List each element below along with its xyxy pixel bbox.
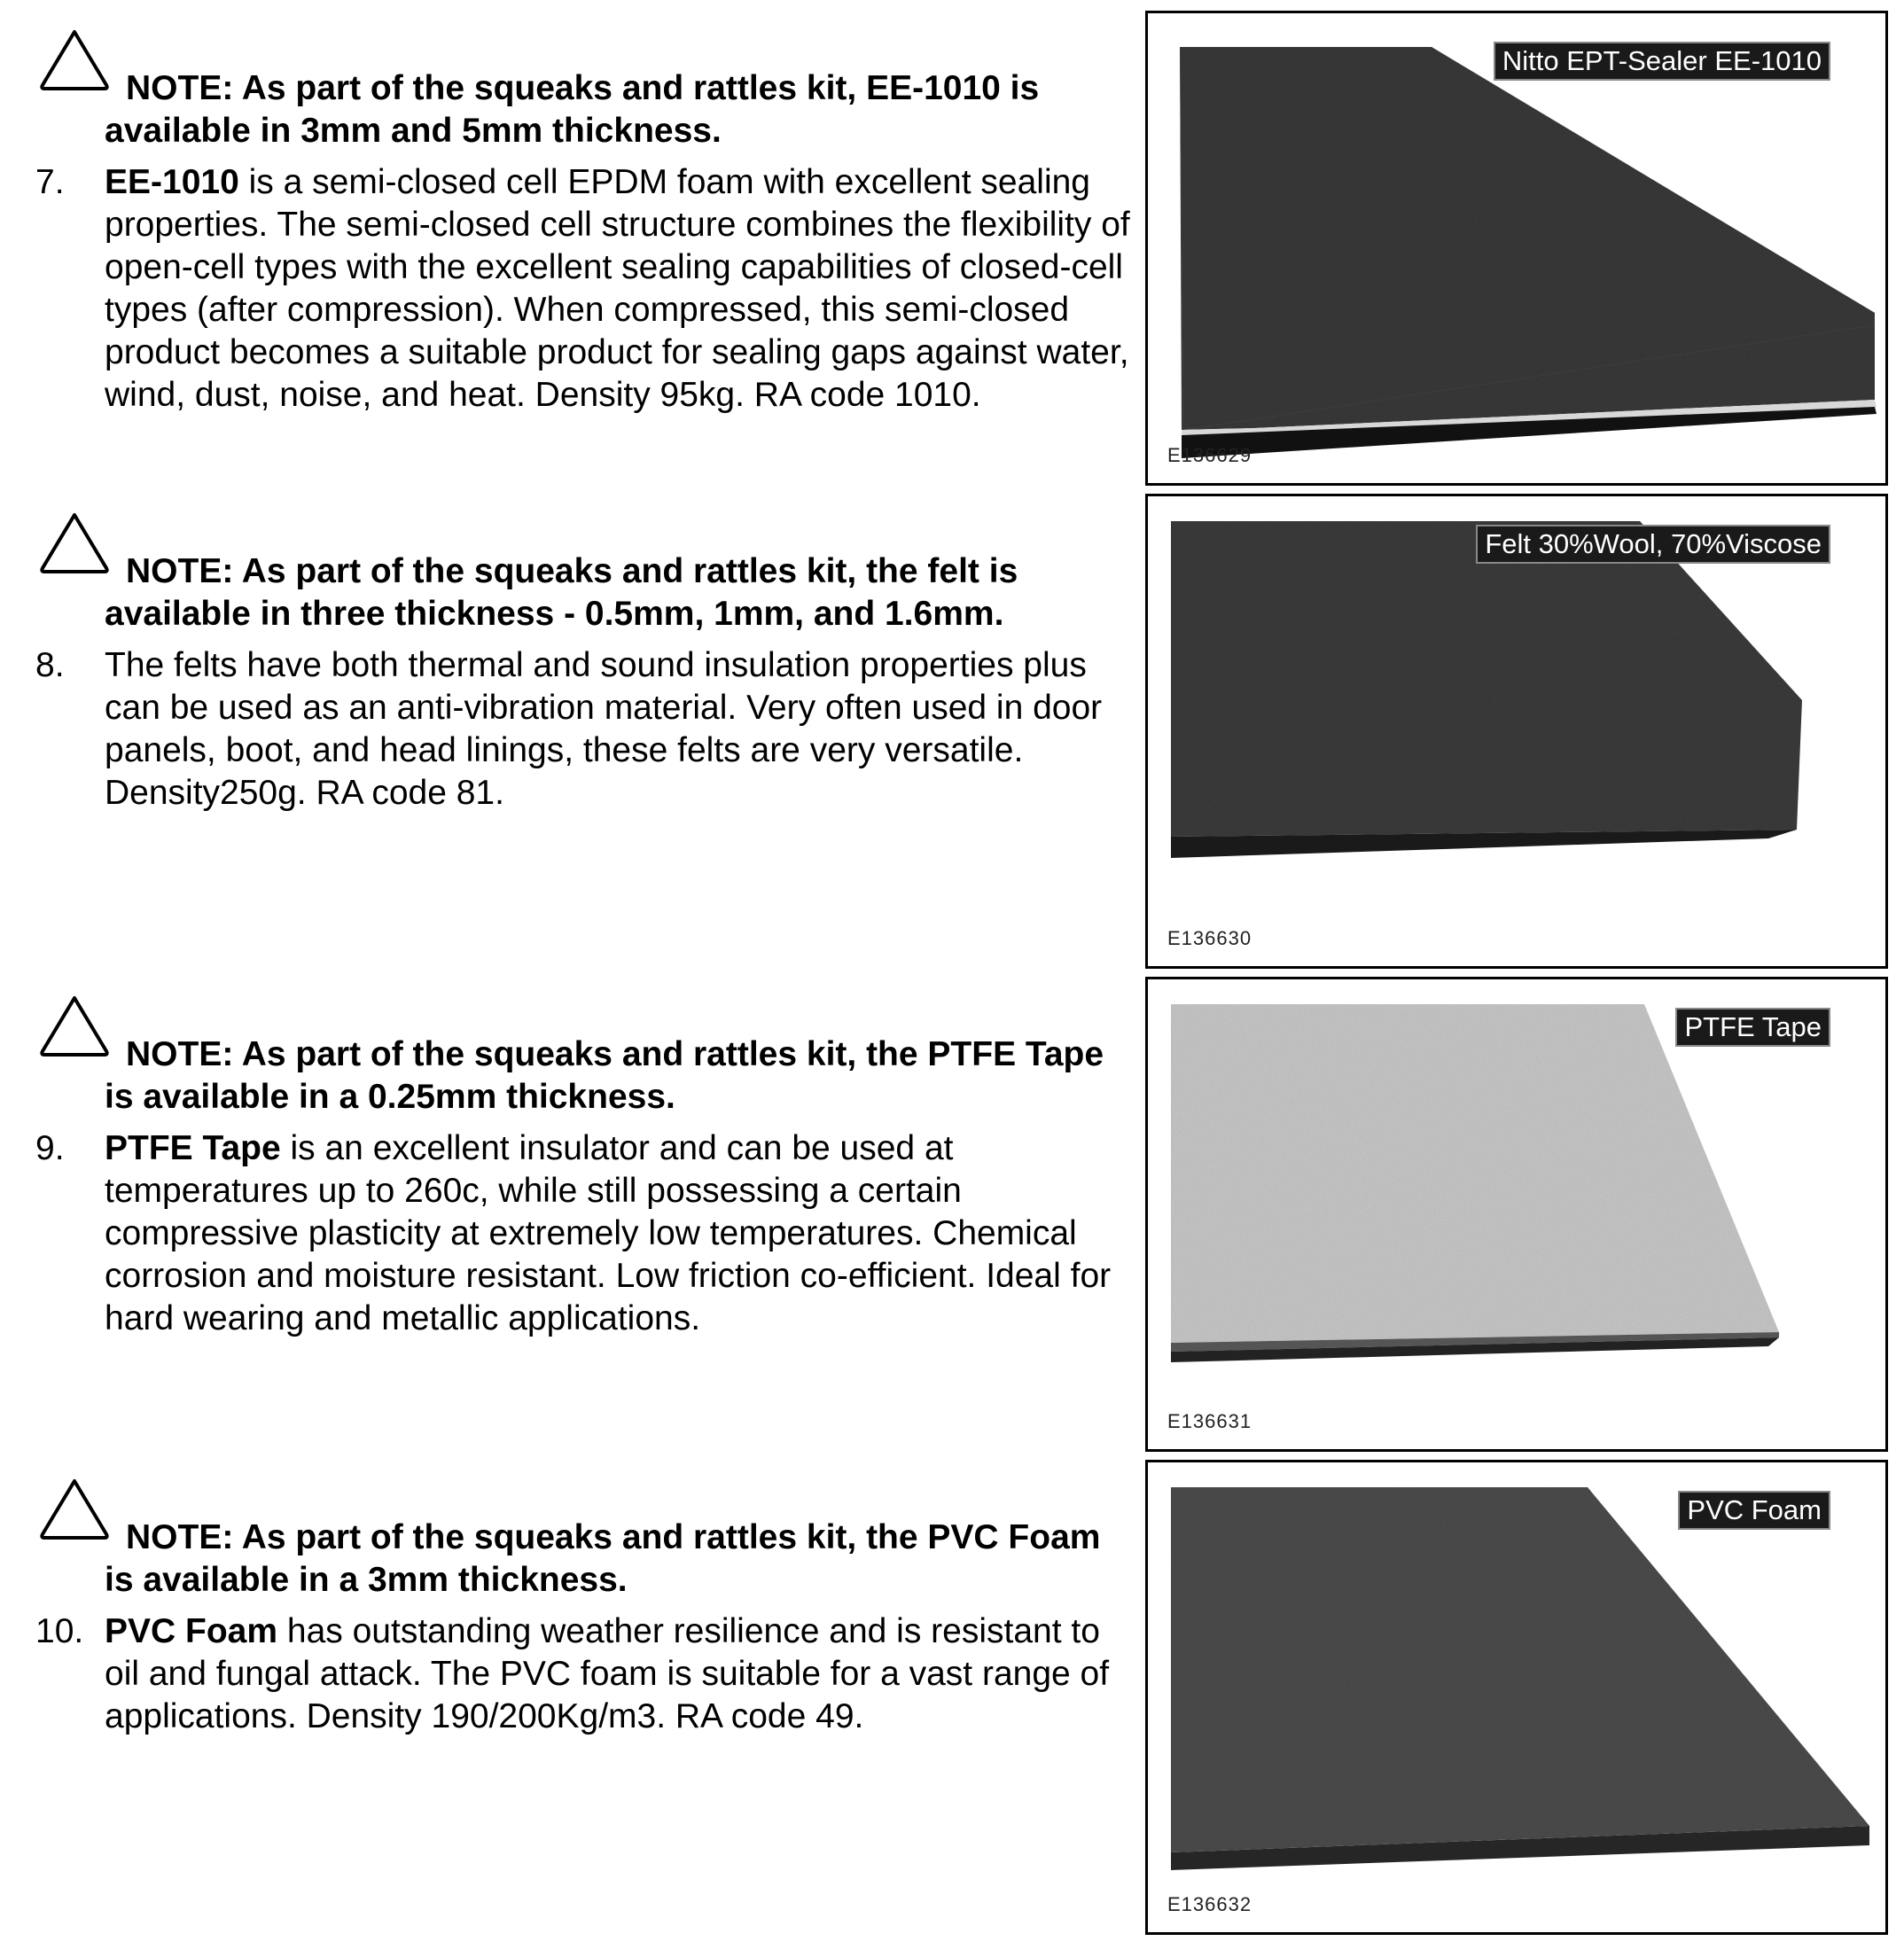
figure-id: E136630: [1167, 927, 1252, 949]
item-body-text: has outstanding weather resilience and is resistant to oil and fungal attack. The PVC foam is suitable for a vast range of applications. Density 190/200Kg/m3. RA code 49.: [105, 1612, 1110, 1735]
item-body-text: is a semi-closed cell EPDM foam with excellent sealing properties. The semi-closed cell structure combines the flexibility of open-cell types with the excellent sealing capabilities of closed-cell types (after compression). When compressed, this semi-closed product becomes a suitable product for sealing gaps against water, wind, dust, noise, and heat. Density 95kg. RA code 1010.: [105, 163, 1130, 414]
material-image-frame: [1145, 977, 1888, 1452]
material-image-frame: [1145, 494, 1888, 969]
note-text: NOTE: As part of the squeaks and rattles kit, the PVC Foam is available in a 3mm thickness.: [105, 1518, 1101, 1599]
figure-id: E136629: [1167, 444, 1252, 466]
material-image-frame: [1145, 1460, 1888, 1935]
item-body-text: The felts have both thermal and sound insulation properties plus can be used as an anti-vibration material. Very often used in door panels, boot, and head linings, these felts are very versatile. Density250g. RA code 81.: [105, 646, 1103, 812]
note-block: [35, 994, 1130, 1119]
warning-triangle-icon: [39, 511, 110, 575]
figure-id: E136632: [1167, 1893, 1252, 1915]
note-block: [35, 28, 1130, 152]
material-section-pvc: [0, 1460, 1904, 1943]
warning-triangle-icon: [39, 28, 110, 92]
ptfe-tape-sample-image: [1148, 979, 1885, 1449]
item-description: [105, 1127, 1143, 1340]
note-text: NOTE: As part of the squeaks and rattles kit, the felt is available in three thickness - 0.5mm, 1mm, and 1.6mm.: [105, 552, 1018, 633]
item-bold-lead: PTFE Tape: [105, 1129, 281, 1167]
numbered-item: [35, 1610, 1143, 1738]
image-label: Nitto EPT-Sealer EE-1010: [1494, 42, 1830, 81]
warning-triangle-icon: [39, 1477, 110, 1541]
material-section-ee1010: [0, 11, 1904, 494]
note-block: [35, 511, 1130, 635]
item-bold-lead: EE-1010: [105, 163, 239, 201]
item-body-text: is an excellent insulator and can be used at temperatures up to 260c, while still possessing a certain compressive plasticity at extremely low temperatures. Chemical corrosion and moisture resistant. Low friction co-efficient. Ideal for hard wearing and metallic applications.: [105, 1129, 1112, 1337]
item-number: 8.: [35, 646, 65, 684]
ee1010-foam-sample-image: [1148, 13, 1885, 483]
numbered-item: [35, 161, 1143, 417]
numbered-item: [35, 1127, 1143, 1340]
note-text: NOTE: As part of the squeaks and rattles kit, EE-1010 is available in 3mm and 5mm thickness.: [105, 69, 1040, 150]
numbered-item: [35, 644, 1143, 815]
item-number: 7.: [35, 163, 65, 201]
material-section-ptfe: [0, 977, 1904, 1460]
note-block: [35, 1477, 1130, 1602]
item-bold-lead: PVC Foam: [105, 1612, 278, 1650]
note-text: NOTE: As part of the squeaks and rattles kit, the PTFE Tape is available in a 0.25mm thickness.: [105, 1035, 1104, 1116]
item-description: [105, 161, 1143, 417]
item-number: 9.: [35, 1129, 65, 1167]
warning-triangle-icon: [39, 994, 110, 1058]
item-description: [105, 644, 1143, 815]
material-image-frame: [1145, 11, 1888, 486]
material-section-felt: [0, 494, 1904, 977]
item-description: [105, 1610, 1143, 1738]
felt-sample-image: [1148, 496, 1885, 966]
pvc-foam-sample-image: [1148, 1462, 1885, 1932]
item-number: 10.: [35, 1612, 84, 1650]
image-label: Felt 30%Wool, 70%Viscose: [1476, 525, 1830, 564]
image-label: PVC Foam: [1678, 1491, 1830, 1530]
figure-id: E136631: [1167, 1410, 1252, 1432]
image-label: PTFE Tape: [1675, 1008, 1830, 1047]
